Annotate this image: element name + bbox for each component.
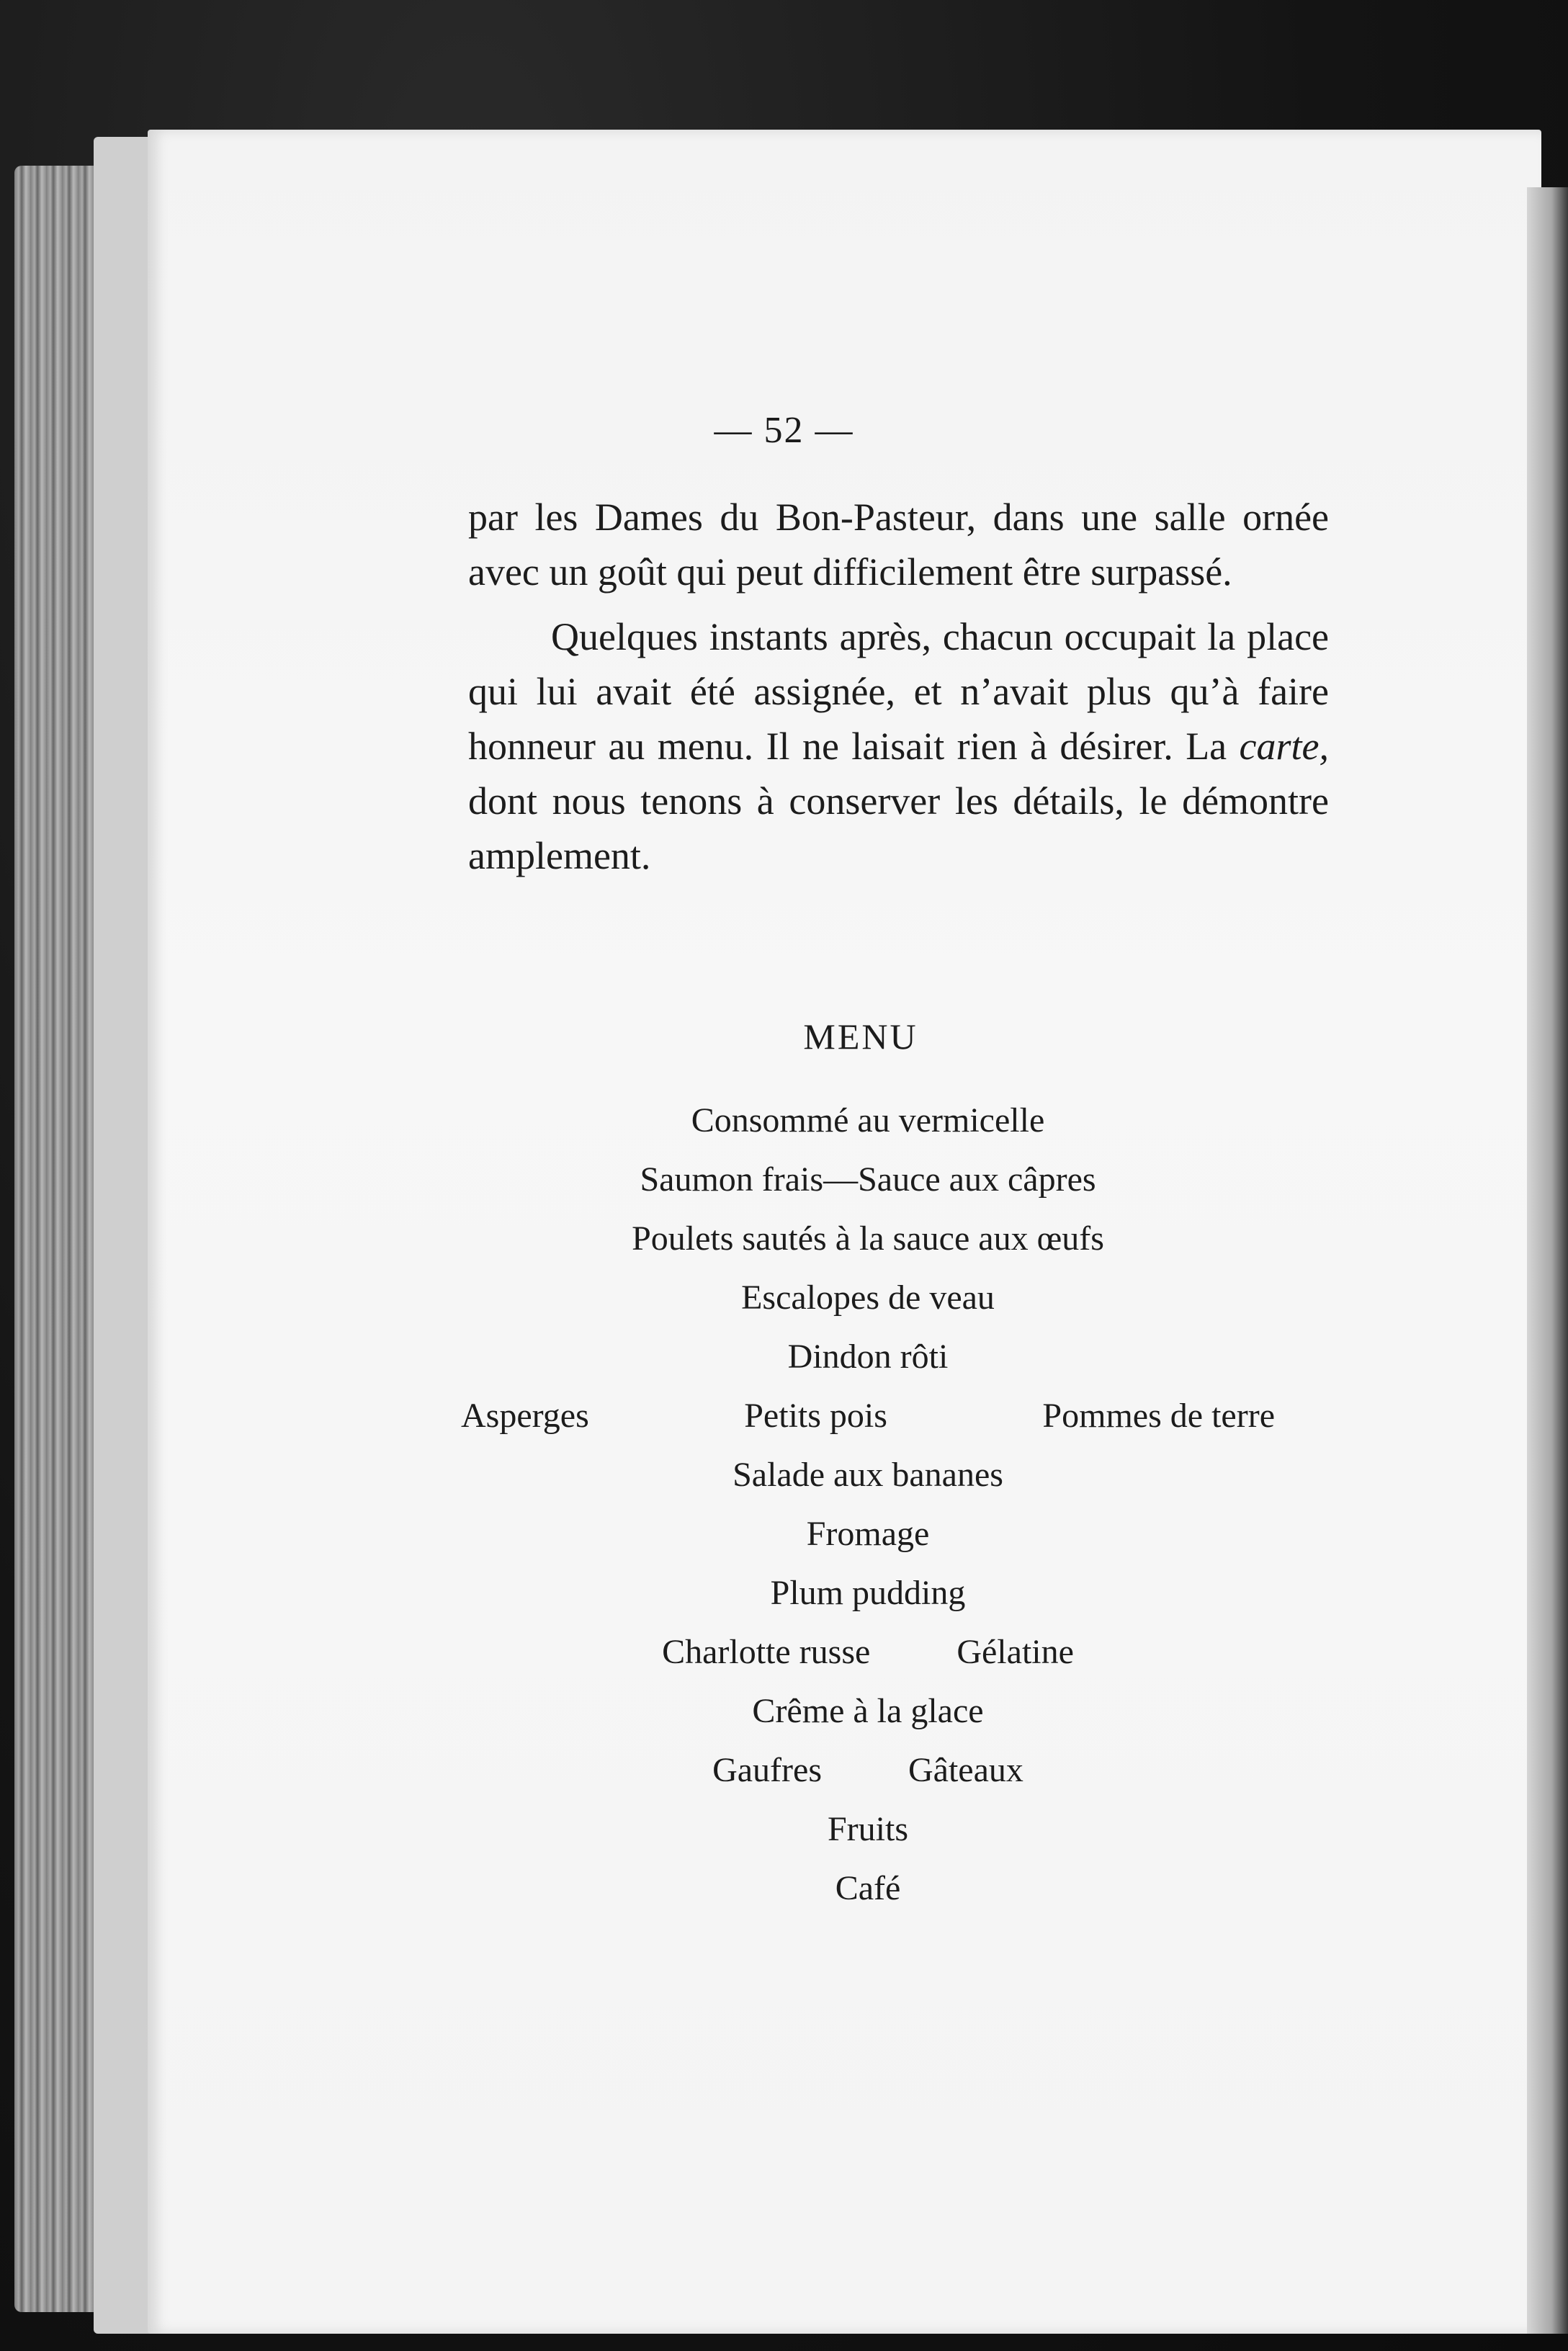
menu-desserts-row-1 — [461, 1623, 1275, 1682]
menu-item: Fruits — [827, 1810, 909, 1848]
paragraph-1: par les Dames du Bon-Pasteur, dans une salle ornée avec un goût qui peut difficilement être surpassé. — [468, 496, 1329, 594]
menu-item: Gâteaux — [908, 1751, 1023, 1789]
menu-item: Pommes de terre — [1042, 1397, 1275, 1435]
menu-item: Salade aux bananes — [733, 1456, 1003, 1494]
menu-item: Asperges — [461, 1397, 589, 1435]
menu-list — [461, 1091, 1275, 1918]
menu-item: Gélatine — [957, 1633, 1074, 1671]
menu-item: Petits pois — [744, 1397, 887, 1435]
menu-item: Poulets sautés à la sauce aux œufs — [632, 1219, 1104, 1258]
menu-item: Plum pudding — [770, 1574, 966, 1612]
menu-item: Gaufres — [712, 1751, 822, 1789]
page-number: — 52 — — [714, 410, 854, 451]
menu-item: Consommé au vermicelle — [691, 1101, 1045, 1139]
menu-item: Dindon rôti — [787, 1338, 949, 1376]
menu-title: MENU — [803, 1016, 918, 1057]
menu-item: Café — [835, 1869, 901, 1907]
menu-vegetables-row — [461, 1387, 1275, 1446]
page-right-edge — [1527, 187, 1568, 2334]
menu-item: Escalopes de veau — [741, 1279, 995, 1317]
italic-carte: carte, — [1239, 725, 1329, 768]
menu-item: Crême à la glace — [752, 1692, 984, 1730]
menu-desserts-row-2 — [461, 1741, 1275, 1800]
menu-item: Saumon frais—Sauce aux câpres — [640, 1160, 1096, 1199]
menu-item: Charlotte russe — [662, 1633, 871, 1671]
menu-item: Fromage — [806, 1515, 930, 1553]
body-text — [468, 490, 1329, 883]
paragraph-2: Quelques instants après, chacun occupait la place qui lui avait été assignée, et n’avait plus qu’à faire honneur au menu. Il ne laisait rien à désirer. La carte, dont nous tenons à conserver les détails, le démontre amplement. — [468, 615, 1329, 877]
